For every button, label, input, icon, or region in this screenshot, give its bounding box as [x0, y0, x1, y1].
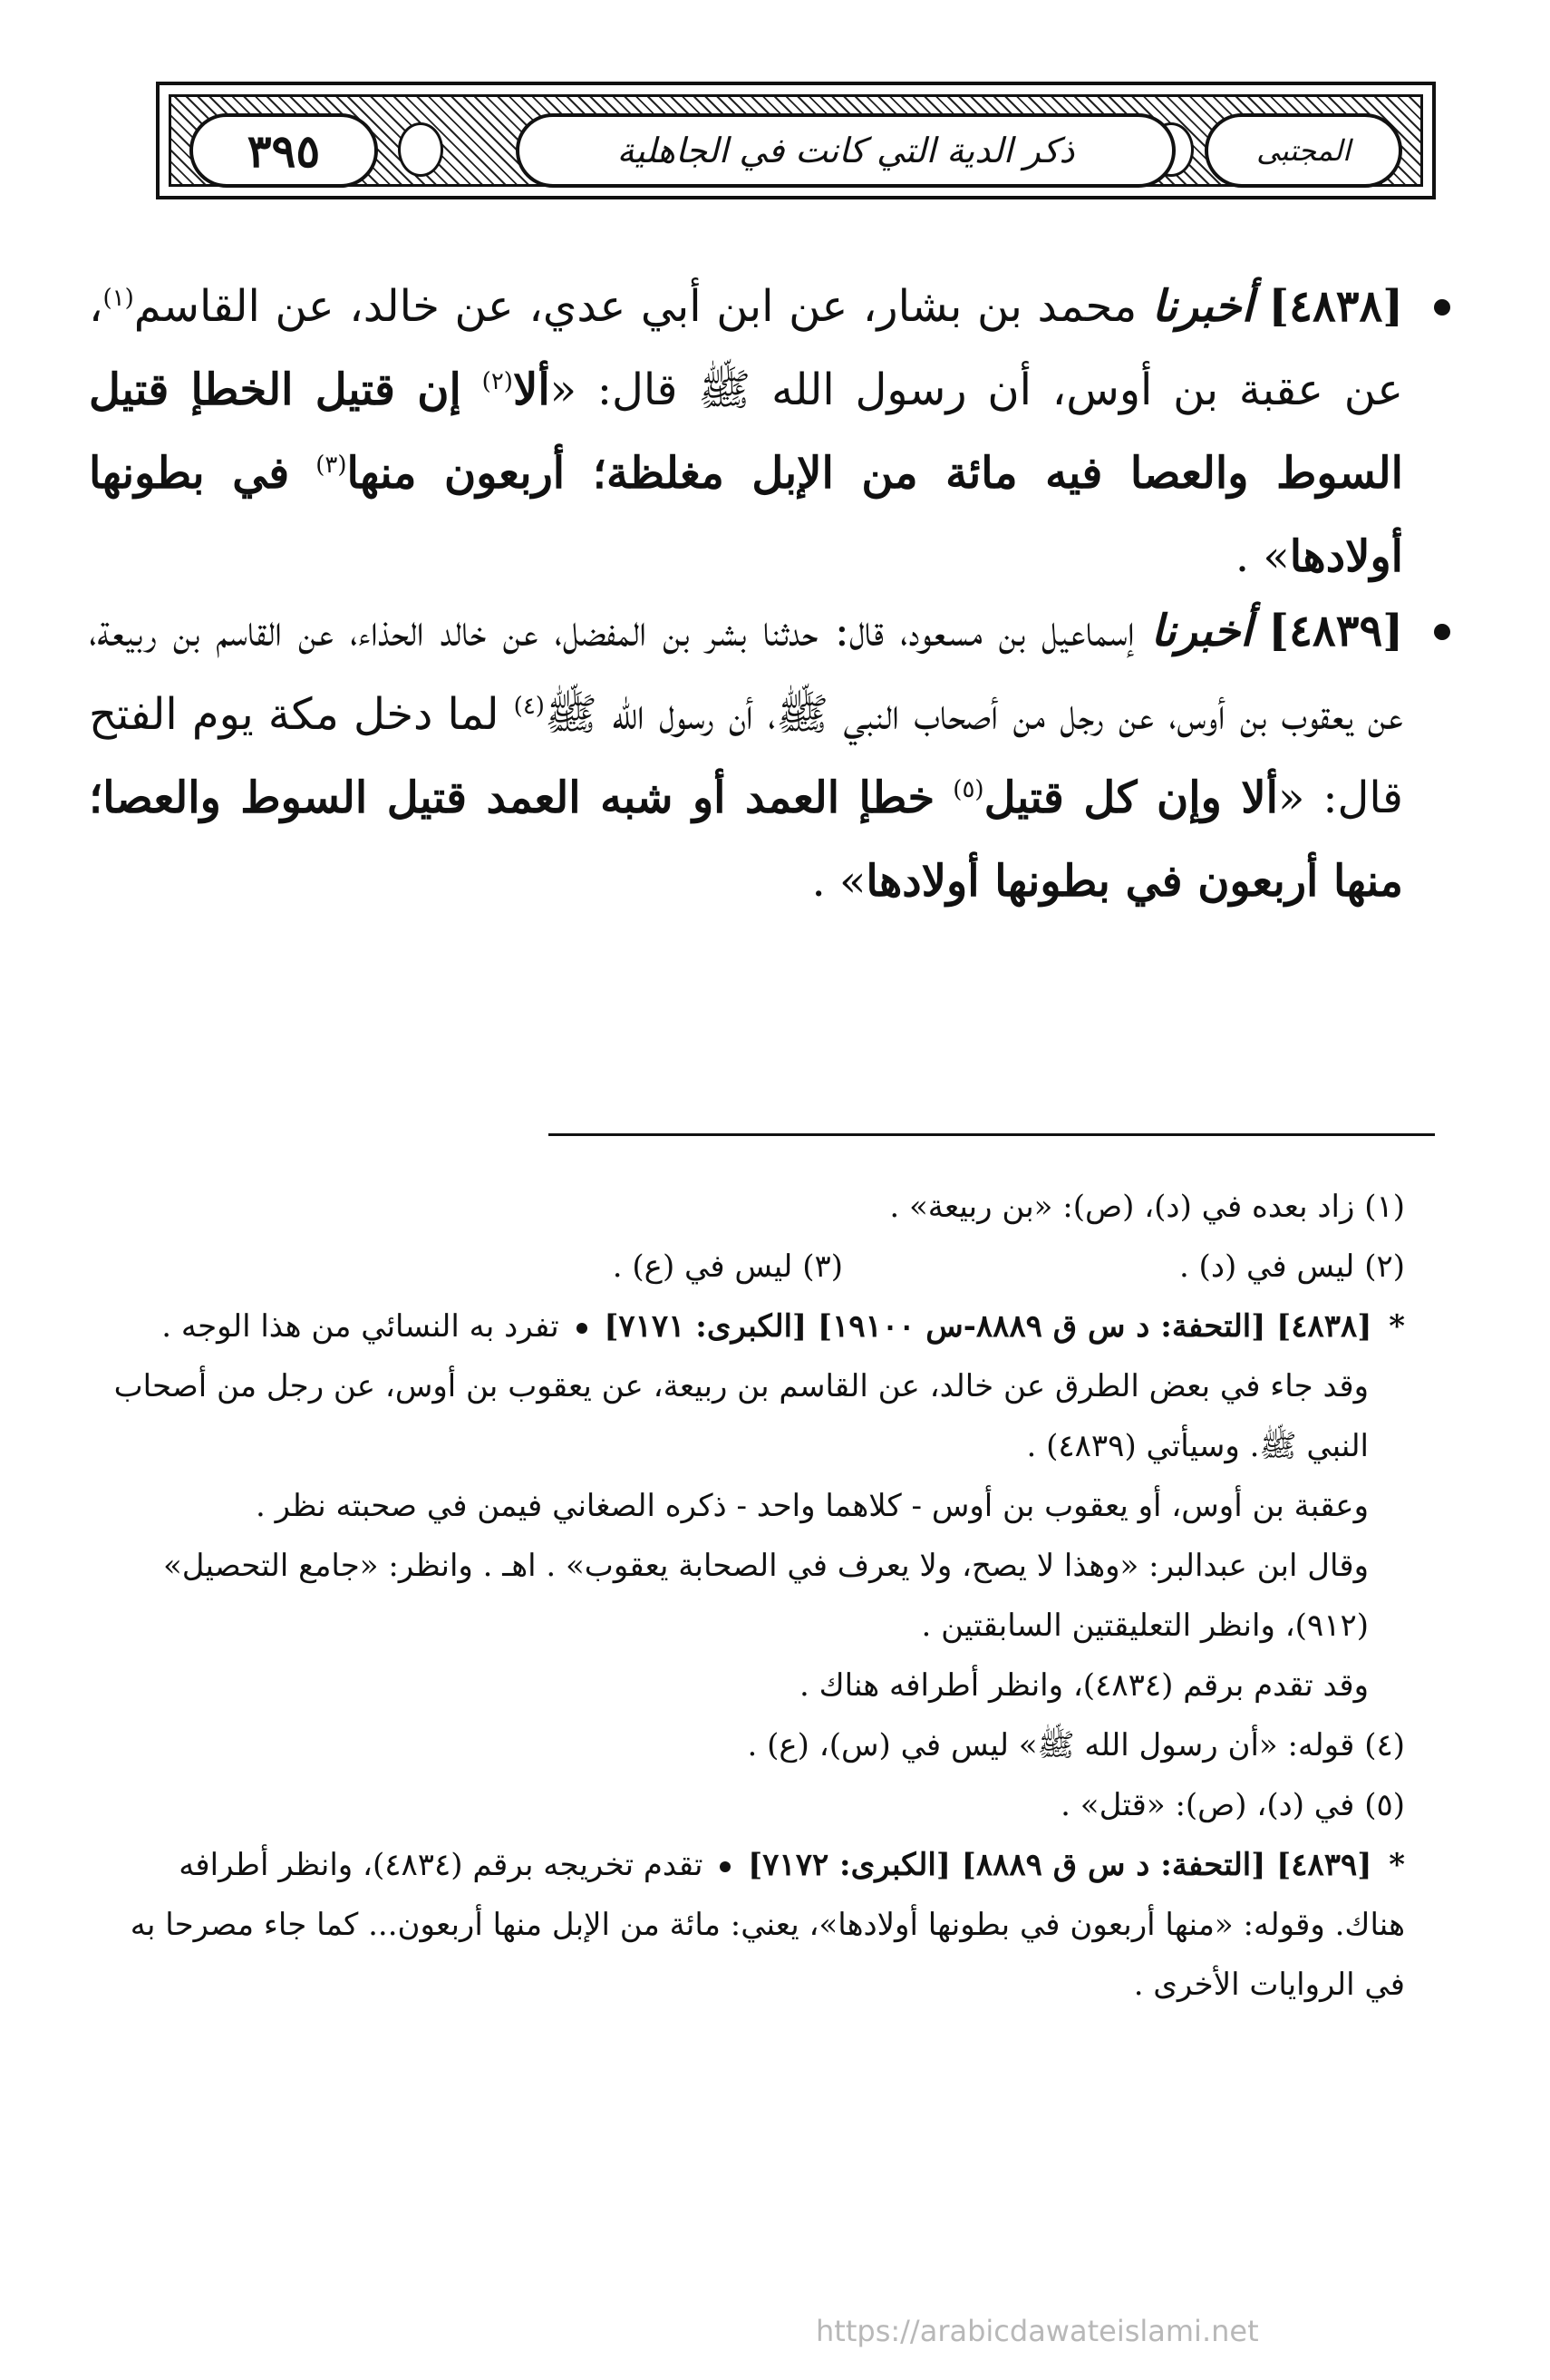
bullet-icon — [1434, 624, 1450, 640]
takhrij-note: وعقبة بن أوس، أو يعقوب بن أوس - كلاهما واحد - ذكره الصغاني فيمن في صحبته نظر . — [255, 1488, 1369, 1524]
matn: إن قتيل الخطإ قتيل السوط والعصا فيه مائة من الإبل مغلظة؛ أربعون منها — [89, 364, 1403, 499]
hadith-number: [٤٨٣٨] — [1268, 281, 1403, 332]
footnote-ref: (٢) — [481, 368, 513, 395]
footnote-1: (١) زاد بعده في (د)، (ص): «بن ربيعة» . — [889, 1189, 1405, 1225]
takhrij-4838 — [109, 1297, 1405, 1356]
matn-end: » . — [811, 856, 867, 907]
bullet-icon — [720, 1861, 731, 1872]
star-icon: * — [1389, 1308, 1405, 1345]
bullet-icon — [1434, 299, 1450, 316]
footnote-ref: (٣) — [315, 452, 347, 479]
hadith-4838 — [89, 265, 1403, 598]
akhbarana: أخبرنا — [1151, 281, 1254, 332]
chapter-title-cartouche — [516, 113, 1176, 188]
book-name-cartouche — [1205, 113, 1402, 188]
footnote-4: (٤) قوله: «أن رسول الله ﷺ» ليس في (س)، (ع) . — [747, 1727, 1405, 1763]
takhrij-note: وقال ابن عبدالبر: «وهذا لا يصح، ولا يعرف في الصحابة يعقوب» . اهـ . وانظر: «جامع التحصيل» (٩١٢)، وانظر التعليقتين السابقتين . — [162, 1548, 1369, 1644]
header-ornament-border — [169, 94, 1423, 187]
footnotes — [109, 1177, 1405, 2015]
takhrij-note: وقد جاء في بعض الطرق عن خالد، عن القاسم بن ربيعة، عن يعقوب بن أوس، عن رجل من أصحاب النبي ﷺ. وسيأتي (٤٨٣٩) . — [113, 1368, 1369, 1464]
footnote-2: (٢) ليس في (د) . — [1178, 1248, 1405, 1285]
hadith-number: [٤٨٣٩] — [1268, 606, 1403, 656]
footnote-divider — [548, 1133, 1435, 1136]
takhrij-note: وقد تقدم برقم (٤٨٣٤)، وانظر أطرافه هناك . — [799, 1667, 1369, 1704]
footnote-5: (٥) في (د)، (ص): «قتل» . — [1061, 1787, 1405, 1823]
hadith-4839 — [89, 589, 1403, 923]
matn-ala: ألا — [512, 364, 550, 415]
takhrij-text: تقدم تخريجه برقم (٤٨٣٤)، وانظر أطرافه هناك. وقوله: «منها أربعون في بطونها أولادها»، يعني: مائة من الإبل منها أربعون... كما جاء مصرحا به في الروايات الأخرى . — [130, 1847, 1405, 2003]
takhrij-4839 — [109, 1835, 1405, 2015]
page-header-frame — [156, 82, 1436, 199]
chapter-title: ذكر الدية التي كانت في الجاهلية — [616, 131, 1075, 170]
footnote-3: (٣) ليس في (ع) . — [612, 1248, 843, 1285]
footnote-ref: (٥) — [953, 776, 984, 803]
takhrij-head: [٤٨٣٨] [التحفة: د س ق ٨٨٨٩-س ١٩١٠٠] [الكبرى: ٧١٧١] — [604, 1308, 1372, 1345]
footnote-ref: (٤) — [513, 693, 545, 720]
bullet-icon — [576, 1323, 587, 1334]
takhrij-text: تفرد به النسائي من هذا الوجه . — [161, 1308, 559, 1345]
isnad: إسماعيل بن مسعود، قال: حدثنا بشر بن المفضل، عن خالد الحذاء، عن القاسم بن ربيعة، عن يعقوب بن أوس، عن رجل من أصحاب النبي ﷺ، أن رسول الله ﷺ — [89, 606, 1404, 740]
isnad-continued: ، عن عقبة بن أوس، أن رسول الله ﷺ قال: « — [89, 281, 1403, 415]
page-number: ٣٩٥ — [247, 123, 321, 178]
isnad-continued: لما دخل مكة يوم الفتح قال: « — [89, 689, 1404, 823]
book-name: المجتبى — [1256, 133, 1351, 168]
watermark: https://arabicdawateislami.net — [816, 2314, 1259, 2348]
matn: ألا وإن كل قتيل — [983, 772, 1278, 823]
isnad: محمد بن بشار، عن ابن أبي عدي، عن خالد، عن القاسم — [133, 281, 1138, 332]
matn-continued: في بطونها أولادها — [89, 448, 1403, 582]
takhrij-head: [٤٨٣٩] [التحفة: د س ق ٨٨٨٩] [الكبرى: ٧١٧٢] — [748, 1847, 1372, 1883]
footnote-row — [109, 1237, 1405, 1297]
footnote-ref: (١) — [102, 285, 134, 312]
star-icon: * — [1389, 1847, 1405, 1883]
ornament-knot-icon — [398, 122, 443, 177]
matn-end: » . — [1235, 531, 1290, 582]
page-number-cartouche — [189, 113, 378, 188]
matn-continued: خطإ العمد أو شبه العمد قتيل السوط والعصا؛ منها أربعون في بطونها أولادها — [89, 772, 1403, 907]
akhbarana: أخبرنا — [1150, 606, 1253, 656]
